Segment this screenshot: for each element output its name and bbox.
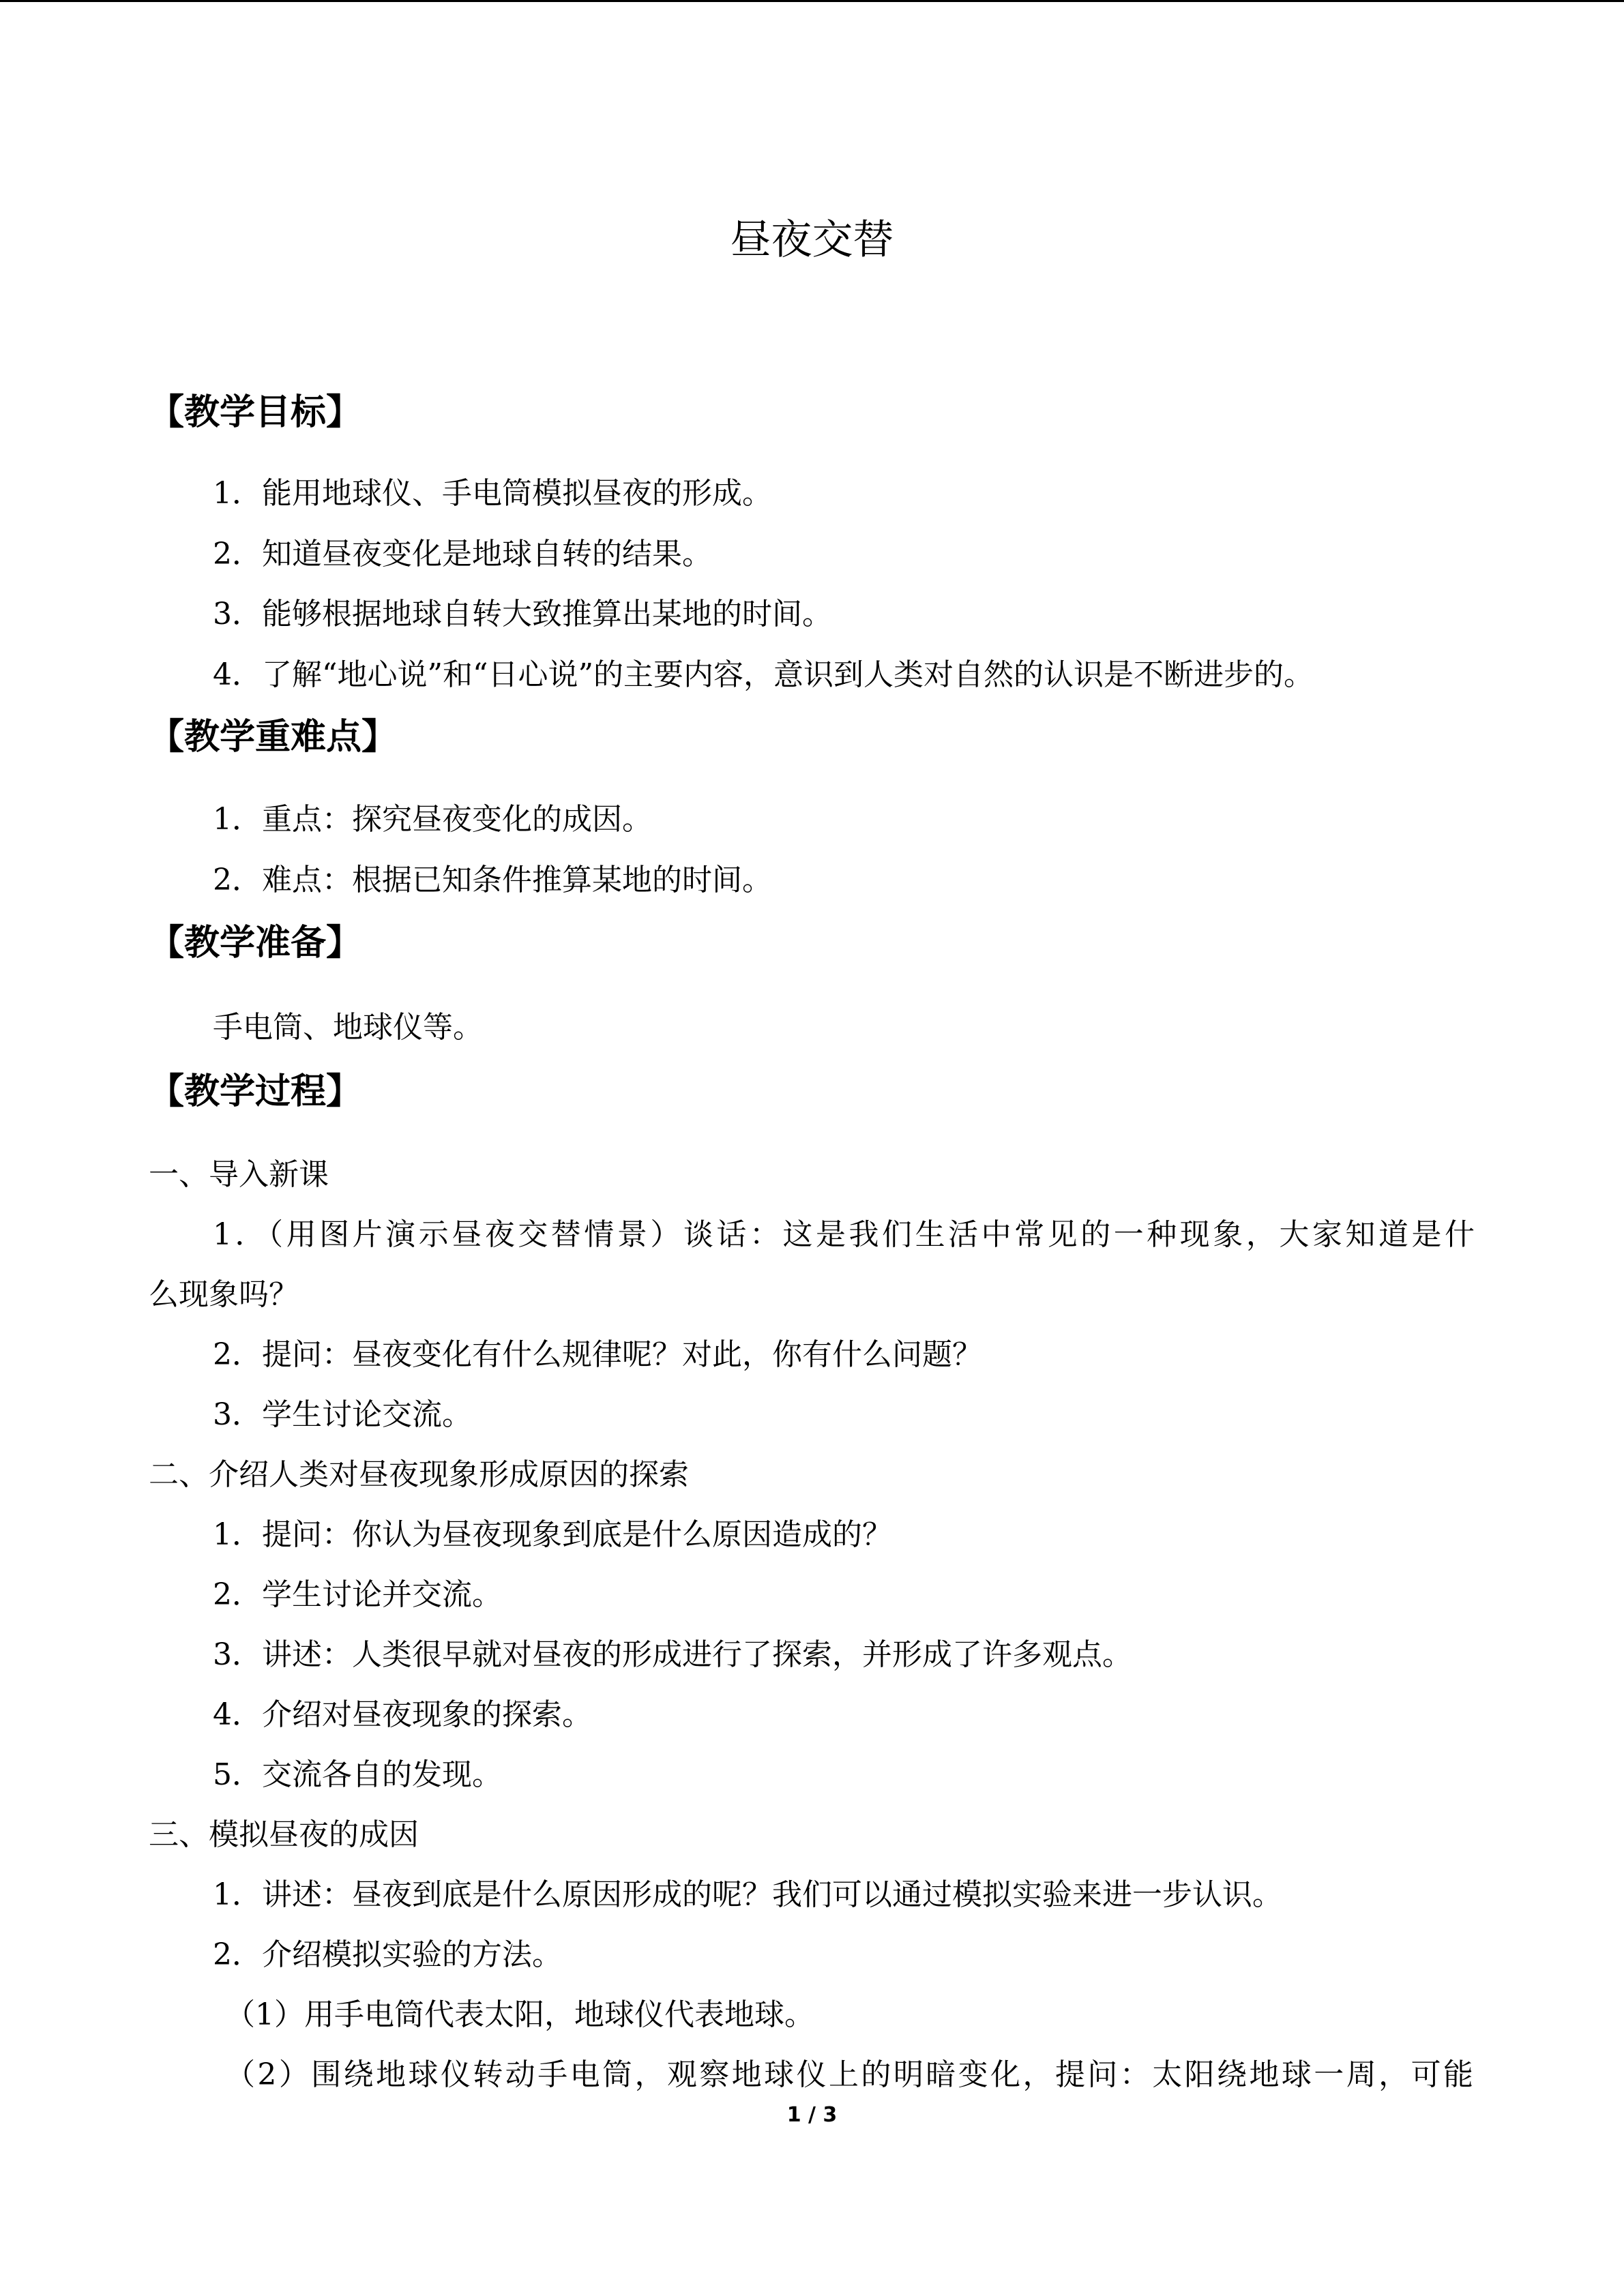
preparation-text: 手电筒、地球仪等。	[213, 1010, 483, 1045]
page-number: 1 / 3	[786, 2103, 838, 2127]
section-heading-key-points: 【教学重难点】	[149, 717, 398, 758]
key-point-item: 2．难点：根据已知条件推算某地的时间。	[213, 863, 772, 897]
process-item: 2．提问：昼夜变化有什么规律呢？对此，你有什么问题？	[213, 1337, 982, 1372]
process-item: 2．学生讨论并交流。	[213, 1577, 502, 1612]
part-title: 一、导入新课	[149, 1157, 329, 1192]
process-item: 2．介绍模拟实验的方法。	[213, 1937, 562, 1972]
process-item: 3．学生讨论交流。	[213, 1397, 472, 1432]
section-heading-preparation: 【教学准备】	[149, 923, 362, 964]
part-title: 三、模拟昼夜的成因	[149, 1817, 419, 1852]
process-item-continuation: 么现象吗？	[149, 1277, 299, 1312]
part-title: 二、介绍人类对昼夜现象形成原因的探索	[149, 1457, 689, 1492]
top-border-line	[0, 0, 1624, 2]
process-sub-item: （2）围绕地球仪转动手电筒，观察地球仪上的明暗变化，提问：太阳绕地球一周，可能	[225, 2057, 1473, 2092]
key-point-item: 1．重点：探究昼夜变化的成因。	[213, 802, 652, 837]
goal-item: 2．知道昼夜变化是地球自转的结果。	[213, 537, 712, 571]
process-item: 1．提问：你认为昼夜现象到底是什么原因造成的？	[213, 1517, 892, 1552]
section-heading-process: 【教学过程】	[149, 1071, 362, 1112]
goal-item: 1．能用地球仪、手电筒模拟昼夜的形成。	[213, 476, 772, 511]
process-sub-item: （1）用手电筒代表太阳，地球仪代表地球。	[225, 1997, 814, 2032]
goal-item: 4．了解“地心说”和“日心说”的主要内容，意识到人类对自然的认识是不断进步的。	[213, 657, 1314, 692]
process-item: 4．介绍对昼夜现象的探索。	[213, 1697, 592, 1732]
process-item: 1．讲述：昼夜到底是什么原因形成的呢？我们可以通过模拟实验来进一步认识。	[213, 1877, 1282, 1912]
section-heading-goals: 【教学目标】	[149, 392, 362, 433]
process-item: 5．交流各自的发现。	[213, 1757, 502, 1792]
document-title: 昼夜交替	[730, 216, 894, 264]
goal-item: 3．能够根据地球自转大致推算出某地的时间。	[213, 597, 832, 631]
process-item: 3．讲述：人类很早就对昼夜的形成进行了探索，并形成了许多观点。	[213, 1637, 1132, 1672]
process-item: 1．（用图片演示昼夜交替情景）谈话：这是我们生活中常见的一种现象，大家知道是什	[213, 1217, 1475, 1252]
